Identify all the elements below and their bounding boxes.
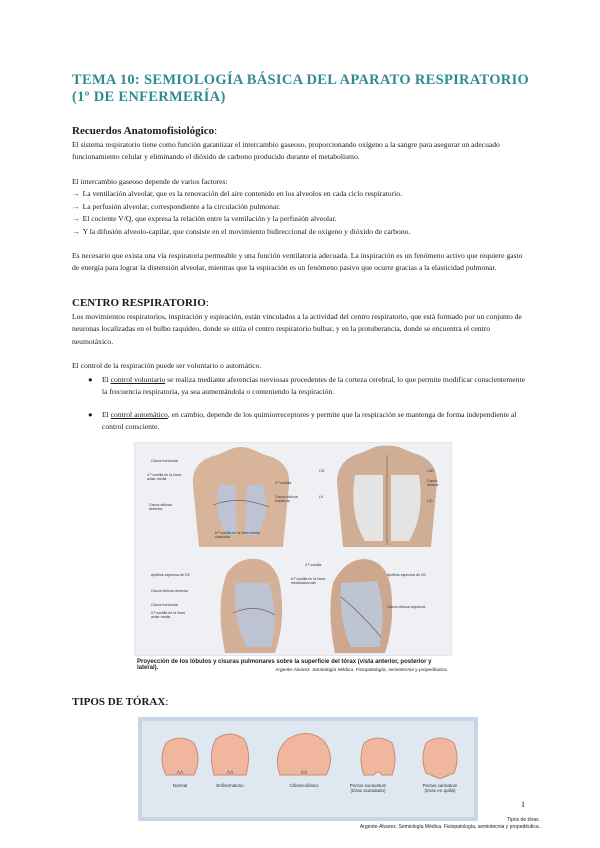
figure-label: Cisura oblicua derecha — [149, 503, 172, 511]
factor-item: → El cociente V/Q, que expresa la relación entre la ventilación y la perfusión alveolar. — [72, 213, 530, 225]
paragraph: Es necesario que exista una vía respiratoria permeable y una función ventilatoria adecuada. La inspiración es un fenómeno activo que requiere gasto de energía para lograr la distensión alveolar, mientras que la espiración es un fenómeno pasivo que ocurre gracias a la elasticidad pulmonar. — [72, 251, 523, 273]
figure-label: Apófisis espinosa de D3 — [387, 573, 426, 577]
chest-kyphoscoliotic-shape — [274, 731, 334, 777]
factor-item: → Y la difusión alveolo-capilar, que consiste en el movimiento bidireccional de oxígeno y dióxido de carbono. — [72, 226, 530, 238]
posterior-torso-image — [325, 445, 449, 547]
footnote-source: Argente-Álvarez. Semiología Médica. Fisiopatología, semiotecnia y propedéutica. — [359, 824, 540, 830]
chest-types-figure — [138, 717, 478, 821]
right-lateral-torso-image — [205, 553, 295, 653]
section-heading-torax: TIPOS DE TÓRAX: — [72, 696, 169, 708]
figure-label: LII — [319, 495, 323, 499]
chest-pectus-excavatum-shape — [358, 735, 398, 777]
figure-label: Cisura oblicua — [427, 479, 439, 487]
bullet-dot: ● — [88, 410, 93, 419]
factors-block — [72, 176, 530, 238]
bullet-voluntary: ● El control voluntario se realiza mediante aferencias nerviosas procedentes de la corteza cerebral, lo que permite modificar conscientemente la frecuencia respiratoria, ya sea aumentándola o conteniendo la respiración. — [88, 375, 525, 397]
figure-label: Cisura oblicua derecha — [151, 589, 188, 593]
figure-label: 5.ª costilla en la línea axilar media — [151, 611, 185, 619]
figure-label: LSD — [427, 469, 434, 473]
centro-text — [72, 311, 530, 348]
chest-label: Pectus excavatum (tórax acanalado) — [349, 783, 387, 793]
figure-label: Cisura oblicua izquierda — [275, 495, 298, 503]
page-number: 1 — [521, 800, 525, 809]
figure-label: 4.ª costilla — [305, 563, 322, 567]
factor-item: → La ventilación alveolar, que es la renovación del aire contenido en los alveolos en cada ciclo respiratorio. — [72, 188, 530, 200]
paragraph: El intercambio gaseoso depende de varios factores: — [72, 177, 228, 186]
figure-label: 6.ª costilla en la línea medioclavicular — [291, 577, 325, 585]
figure-label: LID — [427, 499, 433, 503]
paragraph: Los movimientos respiratorios, inspiración y espiración, están vinculados a la actividad del centro respiratorio, que está formado por un conjunto de neuronas localizadas en el bulbo raquídeo, donde se sitúa el centro respiratorio bulbar, y en la protuberancia, donde se encuentra el centro neumotáxico. — [72, 312, 522, 346]
bullet-automatic: ● El control automático, en cambio, depende de los quimiorreceptores y permite que la respiración se mantenga de forma independiente al control consciente. — [88, 410, 517, 432]
page-title: TEMA 10: SEMIOLOGÍA BÁSICA DEL APARATO RESPIRATORIO (1º DE ENFERMERÍA) — [72, 72, 530, 105]
figure-label: Cisura horizontal — [151, 603, 178, 607]
footnote-title: Tipos de tórax. — [507, 817, 540, 823]
link-control-voluntario[interactable]: control voluntario — [110, 375, 166, 384]
figure-source: Argente-Álvarez. Semiología Médica. Fisiopatología, semiotecnia y propedéutica. — [275, 668, 448, 673]
paragraph: El sistema respiratorio tiene como función garantizar el intercambio gaseoso, proporcionando oxígeno a la sangre para asegurar un adecuado funcionamiento celular y eliminando el dióxido de carbono producido durante el metabolismo. — [72, 140, 500, 162]
figure-label: Cisura oblicua izquierda — [387, 605, 426, 609]
figure-label: LSI — [319, 469, 325, 473]
figure-label: 4.ª costilla en la línea axilar media — [147, 473, 181, 481]
figure-label: 4.ª costilla — [275, 481, 292, 485]
link-control-automatico[interactable]: control automático — [110, 410, 168, 419]
anatomy-text — [72, 139, 530, 164]
figure-label: Apófisis espinosa de D3 — [151, 573, 190, 577]
section-heading-centro: CENTRO RESPIRATORIO: — [72, 297, 209, 309]
chest-label: Pectus carinatum (tórax en quilla) — [422, 783, 458, 793]
left-lateral-torso-image — [315, 553, 405, 653]
figure-label: 6.ª costilla en la línea media clavicular — [215, 531, 260, 539]
figure-label: Cisura horizontal — [151, 459, 178, 463]
control-intro — [72, 360, 530, 372]
chest-label: Cifoescoliótico — [289, 783, 319, 788]
chest-types-footnote — [360, 817, 540, 831]
svg-text:ꓥꓥ: ꓥꓥ — [226, 771, 234, 776]
figure-caption: Proyección de los lóbulos y cisuras pulmonares sobre la superficie del tórax (vista anterior, posterior y lateral). — [137, 659, 432, 671]
chest-normal-shape — [158, 735, 202, 777]
chest-label: Normal — [172, 783, 188, 788]
chest-pectus-carinatum-shape — [420, 735, 460, 779]
svg-text:ꓥꓥ: ꓥꓥ — [300, 771, 308, 776]
paragraph: El control de la respiración puede ser voluntario o automático. — [72, 361, 262, 370]
lung-projection-figure — [134, 442, 452, 656]
section-heading-anatomy: Recuerdos Anatomofisiológico: — [72, 125, 218, 137]
bullet-dot: ● — [88, 375, 93, 384]
ventilation-text — [72, 250, 530, 275]
chest-label: Enfisematoso — [216, 783, 244, 788]
chest-emphysematous-shape — [208, 731, 252, 777]
svg-text:ꓥꓥ: ꓥꓥ — [176, 771, 184, 776]
factor-item: → La perfusión alveolar, correspondiente a la circulación pulmonar. — [72, 201, 530, 213]
